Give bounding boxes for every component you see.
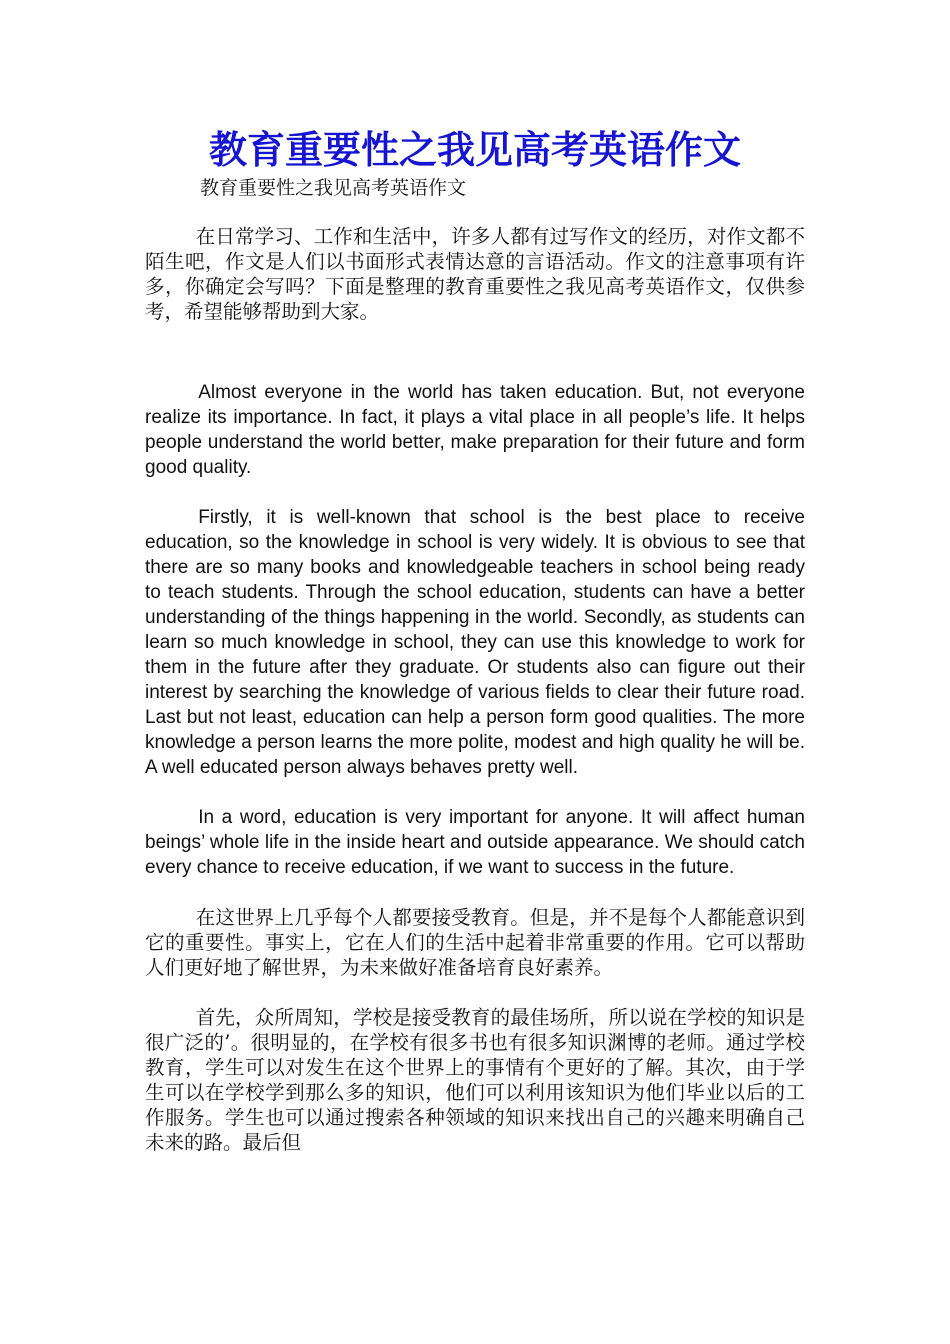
chinese-paragraph-1: 在这世界上几乎每个人都要接受教育。但是，并不是每个人都能意识到它的重要性。事实上，它在人们的生活中起着非常重要的作用。它可以帮助人们更好地了解世界，为未来做好准备培育良好素养。 [145, 906, 805, 979]
english-paragraph-1: Almost everyone in the world has taken education. But, not everyone realize its importance. In fact, it plays a vital place in all people’s life. It helps people understand the world better, make preparation for their future and form good quality. [145, 382, 805, 478]
document-body [145, 224, 805, 1155]
document-title: 教育重要性之我见高考英语作文 [208, 127, 741, 172]
english-paragraph-3: In a word, education is very important for anyone. It will affect human beings’ whole life in the inside heart and outside appearance. We should catch every chance to receive education, if we want to success in the future. [145, 807, 805, 878]
english-paragraph-2: Firstly, it is well-known that school is the best place to receive education, so the knowledge in school is very widely. It is obvious to see that there are so many books and knowledgeable teachers in school being ready to teach students. Through the school education, students can have a better understanding of the things happening in the world. Secondly, as students can learn so much knowledge in school, they can use this knowledge to work for them in the future after they graduate. Or students also can figure out their interest by searching the knowledge of various fields to clear their future road. Last but not least, education can help a person form good qualities. The more knowledge a person learns the more polite, modest and high quality he will be. A well educated person always behaves pretty well. [145, 507, 805, 778]
document-subtitle: 教育重要性之我见高考英语作文 [200, 177, 467, 199]
chinese-paragraph-2: 首先，众所周知，学校是接受教育的最佳场所，所以说在学校的知识是很广泛的’。很明显的，在学校有很多书也有很多知识渊博的老师。通过学校教育，学生可以对发生在这个世界上的事情有个更好的了解。其次，由于学生可以在学校学到那么多的知识，他们可以利用该知识为他们毕业以后的工作服务。学生也可以通过搜索各种领域的知识来找出自己的兴趣来明确自己未来的路。最后但 [145, 1006, 805, 1154]
intro-paragraph: 在日常学习、工作和生活中，许多人都有过写作文的经历，对作文都不陌生吧，作文是人们以书面形式表情达意的言语活动。作文的注意事项有许多，你确定会写吗？下面是整理的教育重要性之我见高考英语作文，仅供参考，希望能够帮助到大家。 [145, 225, 805, 323]
